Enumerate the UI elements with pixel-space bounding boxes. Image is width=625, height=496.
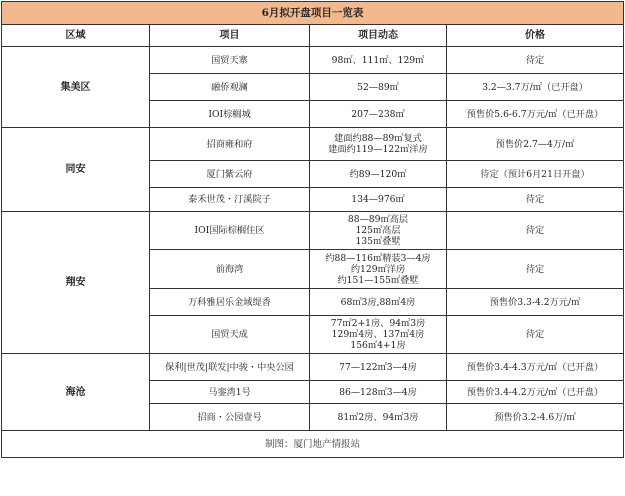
table-body xyxy=(2,2,624,458)
dynamics-cell xyxy=(310,289,447,316)
dynamics-line: 135㎡叠墅 xyxy=(355,236,401,247)
dynamics-line: 125㎡高层 xyxy=(355,225,401,236)
dynamics-line: 约129㎡洋房 xyxy=(350,263,406,275)
dynamics-cell xyxy=(310,47,447,74)
price-cell: 预售价3.3-4.2万元/㎡ xyxy=(447,289,624,316)
dynamics-line: 156㎡4+1房 xyxy=(350,340,406,351)
dynamics-cell xyxy=(310,212,447,250)
project-cell: IOI国际棕榈住区 xyxy=(150,212,310,250)
project-cell: 招商雍和府 xyxy=(150,128,310,161)
dynamics-line: 约89—120㎡ xyxy=(349,168,407,180)
project-cell: 万科雅居乐金域缇香 xyxy=(150,289,310,316)
price-cell: 待定 xyxy=(447,212,624,250)
dynamics-line: 207—238㎡ xyxy=(351,108,405,120)
project-cell: IOI棕榈城 xyxy=(150,101,310,128)
price-cell: 待定 xyxy=(447,316,624,354)
project-cell: 融侨观澜 xyxy=(150,74,310,101)
project-cell: 马銮湾1号 xyxy=(150,381,310,404)
project-cell: 国贸天成 xyxy=(150,316,310,354)
price-cell: 待定 xyxy=(447,47,624,74)
table-row xyxy=(2,212,624,250)
project-cell: 国贸天寨 xyxy=(150,47,310,74)
region-cell: 同安 xyxy=(2,128,150,212)
header-dynamics: 项目动态 xyxy=(310,25,447,47)
dynamics-line: 77㎡2+1房、94㎡3房 xyxy=(330,318,426,329)
header-price: 价格 xyxy=(447,25,624,47)
header-region: 区域 xyxy=(2,25,150,47)
header-row xyxy=(2,25,624,47)
project-cell: 厦门紫云府 xyxy=(150,161,310,188)
header-project: 项目 xyxy=(150,25,310,47)
dynamics-line: 建面约88—89㎡复式 xyxy=(334,133,422,144)
price-cell: 预售价5.6-6.7万元/㎡（已开盘） xyxy=(447,101,624,128)
project-cell: 保利|世茂|联发|中骏・中央公园 xyxy=(150,354,310,381)
table-row xyxy=(2,128,624,161)
price-cell: 预售价3.4-4.2万元/㎡（已开盘） xyxy=(447,381,624,404)
dynamics-line: 52—89㎡ xyxy=(357,81,399,93)
dynamics-cell xyxy=(310,188,447,212)
table-row xyxy=(2,47,624,74)
price-cell: 待定 xyxy=(447,250,624,289)
dynamics-cell xyxy=(310,354,447,381)
dynamics-cell xyxy=(310,250,447,289)
dynamics-cell xyxy=(310,161,447,188)
dynamics-line: 建面约119—122㎡洋房 xyxy=(328,144,428,155)
dynamics-line: 68㎡3房,88㎡4房 xyxy=(340,296,416,308)
price-cell: 预售价3.2-4.6万/㎡ xyxy=(447,404,624,431)
project-cell: 泰禾世茂・汀溪院子 xyxy=(150,188,310,212)
dynamics-line: 134—976㎡ xyxy=(351,194,405,205)
dynamics-line: 77—122㎡3—4房 xyxy=(339,361,417,373)
dynamics-line: 约88—116㎡精装3—4房 xyxy=(325,252,431,264)
price-cell: 3.2—3.7万/㎡（已开盘） xyxy=(447,74,624,101)
dynamics-cell xyxy=(310,381,447,404)
table-row xyxy=(2,354,624,381)
price-cell: 待定 xyxy=(447,188,624,212)
project-table-sheet xyxy=(1,1,623,494)
region-cell: 海沧 xyxy=(2,354,150,431)
project-table xyxy=(1,1,624,458)
dynamics-line: 129㎡4房、137㎡4房 xyxy=(331,329,425,340)
title-row xyxy=(2,2,624,25)
footer-credit: 制图：厦门地产情报站 xyxy=(2,431,624,458)
dynamics-cell xyxy=(310,74,447,101)
dynamics-line: 98㎡、111㎡、129㎡ xyxy=(331,54,425,66)
dynamics-cell xyxy=(310,128,447,161)
dynamics-line: 88—89㎡高层 xyxy=(347,214,409,225)
dynamics-cell xyxy=(310,404,447,431)
dynamics-cell xyxy=(310,101,447,128)
project-cell: 招商・公园壹号 xyxy=(150,404,310,431)
region-cell: 集美区 xyxy=(2,47,150,128)
dynamics-line: 约151—155㎡叠墅 xyxy=(337,274,419,286)
region-cell: 翔安 xyxy=(2,212,150,354)
dynamics-line: 86—128㎡3—4房 xyxy=(339,386,417,398)
project-cell: 前海湾 xyxy=(150,250,310,289)
footer-row xyxy=(2,431,624,458)
price-cell: 待定（预计6月21日开盘） xyxy=(447,161,624,188)
dynamics-cell xyxy=(310,316,447,354)
price-cell: 预售价2.7—4万/㎡ xyxy=(447,128,624,161)
price-cell: 预售价3.4-4.3万元/㎡（已开盘） xyxy=(447,354,624,381)
dynamics-line: 81㎡2房、94㎡3房 xyxy=(337,411,419,423)
table-title: 6月拟开盘项目一览表 xyxy=(2,2,624,25)
